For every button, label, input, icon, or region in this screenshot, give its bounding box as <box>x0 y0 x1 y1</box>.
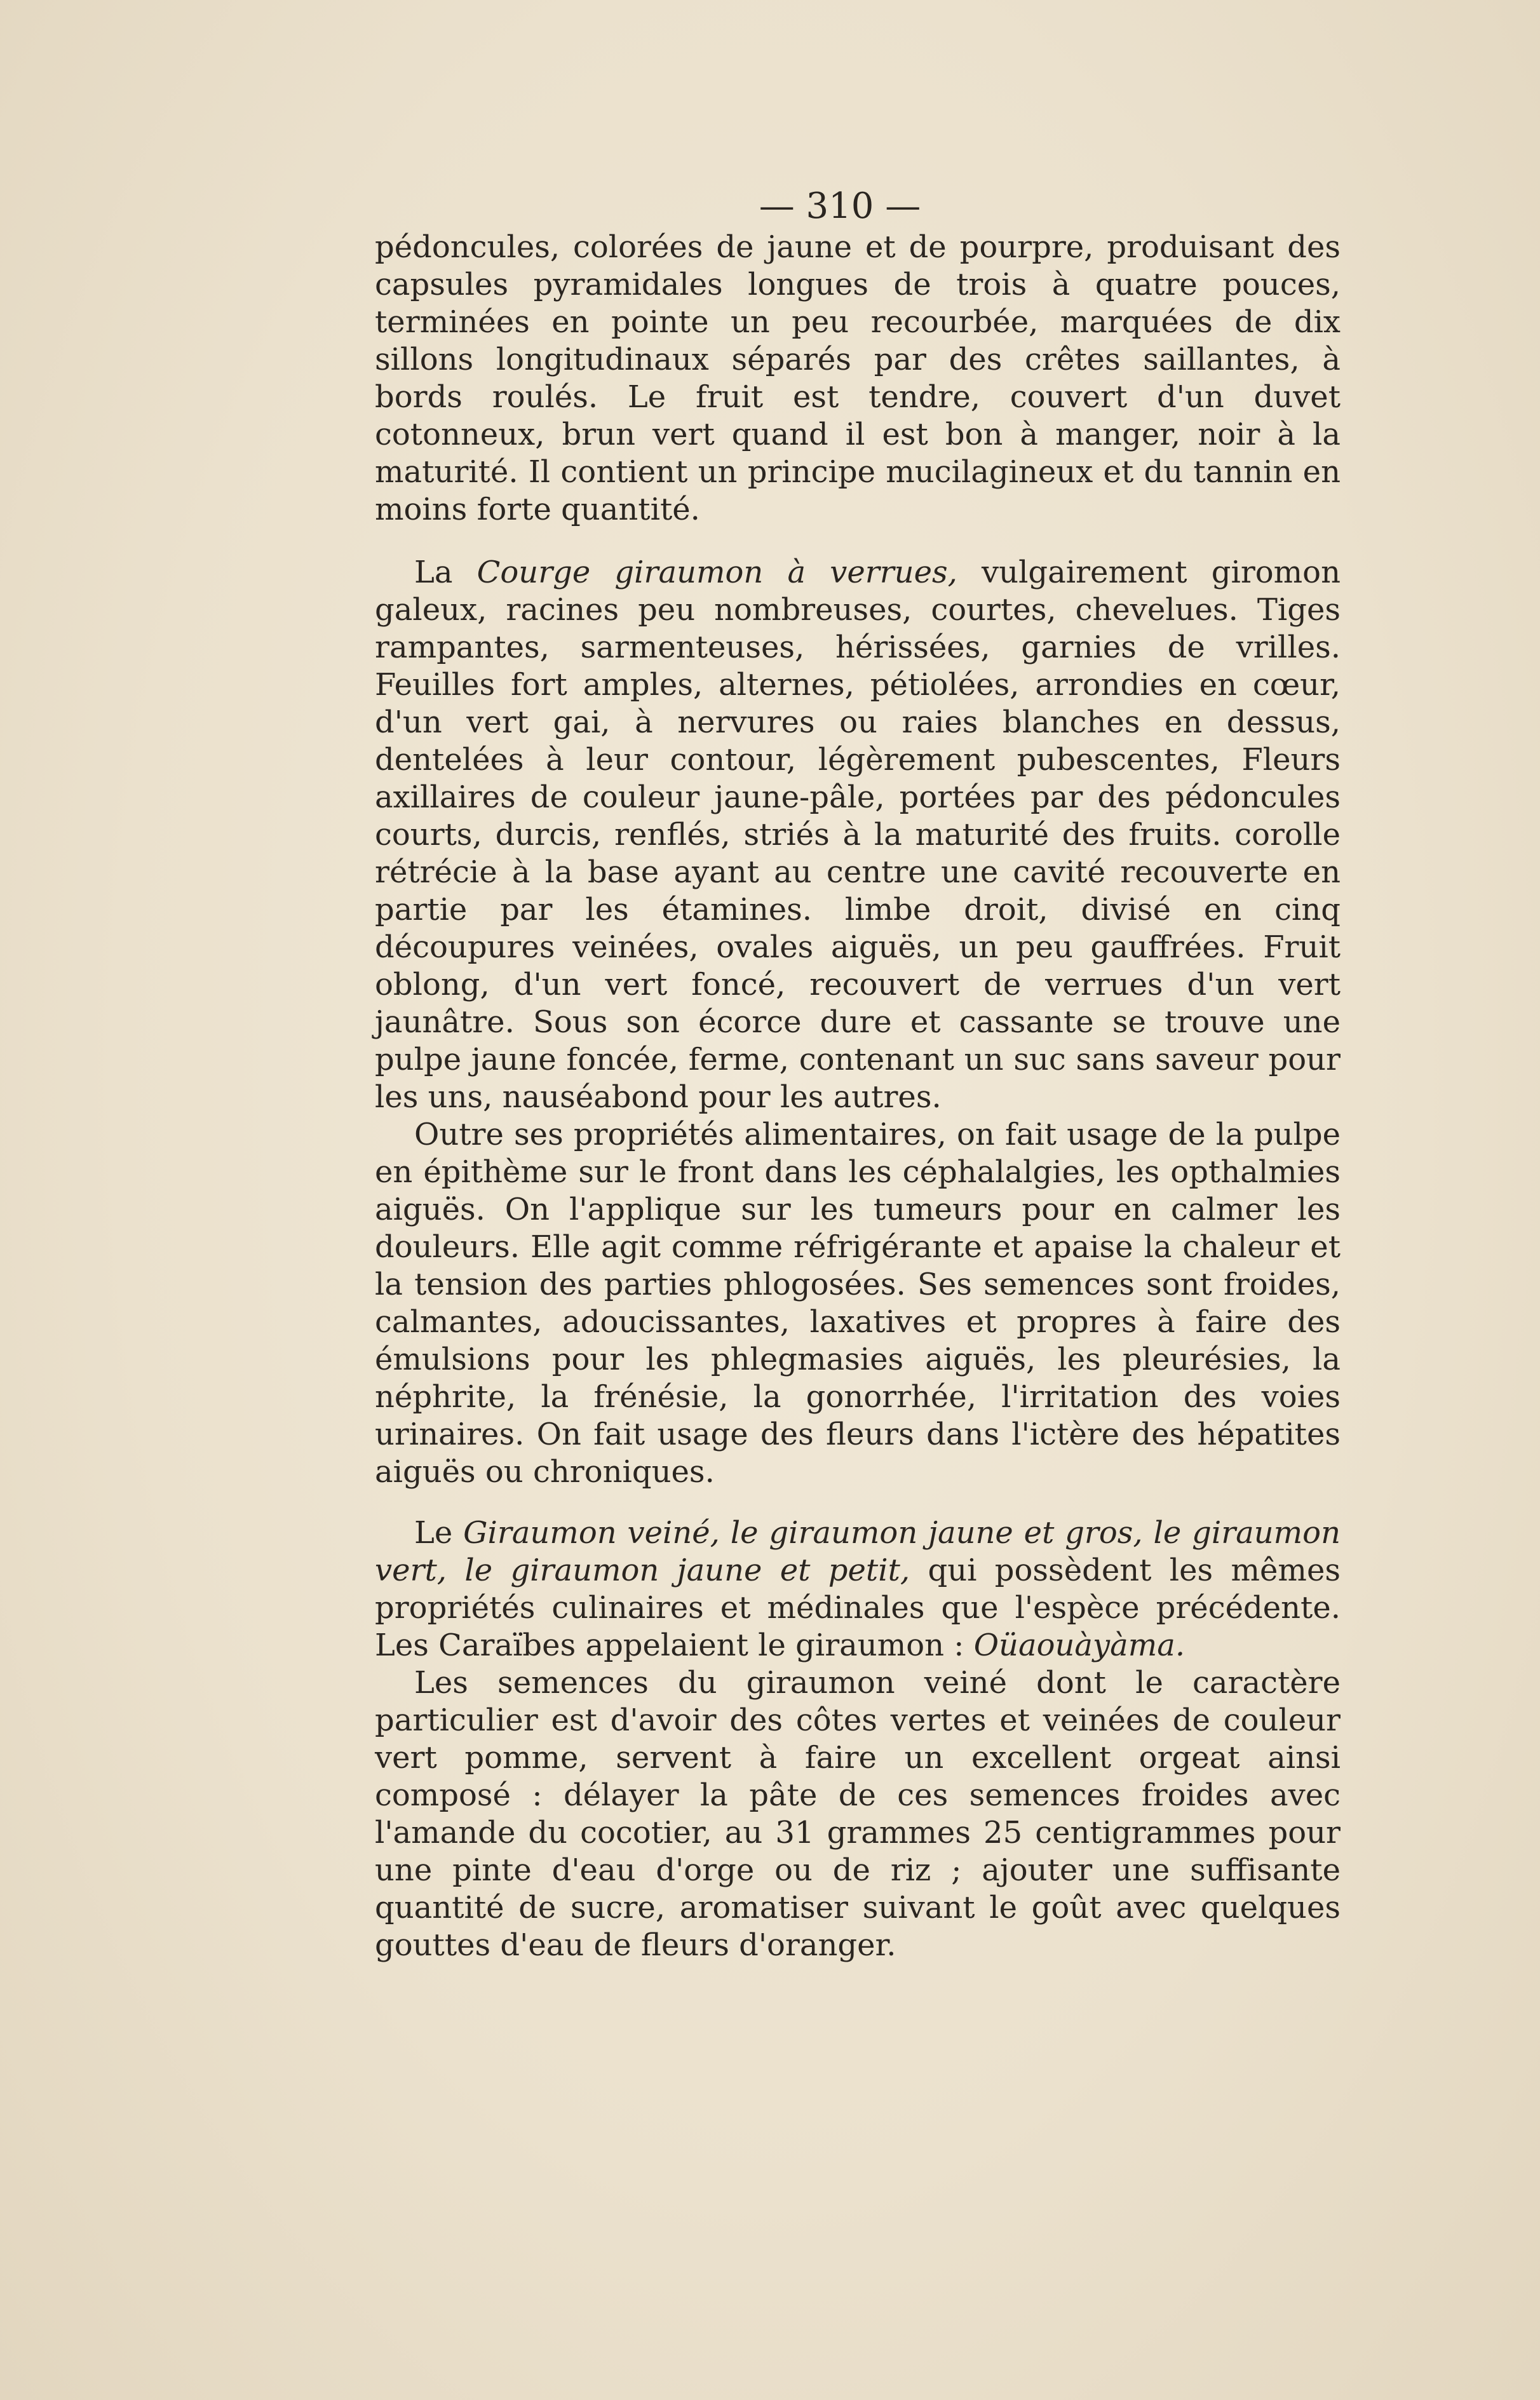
paragraph-lead: Le <box>414 1515 464 1551</box>
text-block-continuation <box>375 229 1341 529</box>
text-block-courge-giraumon <box>375 554 1341 1491</box>
paragraph-properties: Outre ses propriétés alimentaires, on fait usage de la pulpe en épithème sur le front dans les céphalalgies, les opthalmies aiguës. On l'applique sur les tumeurs pour en calmer les douleurs. Elle agit comme réfrigérante et apaise la chaleur et la tension des parties phlogosées. Ses semences sont froides, calmantes, adoucissantes, laxatives et propres à faire des émulsions pour les phlegmasies aiguës, les pleurésies, la néphrite, la frénésie, la gonorrhée, l'irritation des voies urinaires. On fait usage des fleurs dans l'ictère des hépatites aiguës ou chroniques. <box>375 1117 1341 1490</box>
paragraph-body: qui possèdent les mêmes propriétés culinaires et médinales que l'espèce précédente. Les Caraïbes appelaient le giraumon : <box>375 1553 1341 1663</box>
page-number: — 310 — <box>759 185 921 227</box>
paragraph-orgeat-recipe: Les semences du giraumon veiné dont le caractère particulier est d'avoir des côtes vertes et veinées de couleur vert pomme, servent à faire un excellent orgeat ainsi composé : délayer la pâte de ces semences froides avec l'amande du cocotier, au 31 grammes 25 centigrammes pour une pinte d'eau d'orge ou de riz ; ajouter une suffisante quantité de sucre, aromatiser suivant le goût avec quelques gouttes d'eau de fleurs d'oranger. <box>375 1665 1341 1963</box>
paragraph-lead: La <box>414 555 477 590</box>
paragraph-giraumon-varieties <box>375 1514 1341 1664</box>
paragraph-body: vulgairement giromon galeux, racines peu nombreuses, courtes, chevelues. Tiges rampantes, sarmenteuses, hérissées, garnies de vrilles. Feuilles fort amples, alternes, pétiolées, arrondies en cœur, d'un vert gai, à nervures ou raies blanches en dessus, dentelées à leur contour, légèrement pubescentes, Fleurs axillaires de couleur jaune-pâle, portées par des pédoncules courts, durcis, renflés, striés à la maturité des fruits. corolle rétrécie à la base ayant au centre une cavité recouverte en partie par les étamines. limbe droit, divisé en cinq découpures veinées, ovales aiguës, un peu gauffrées. Fruit oblong, d'un vert foncé, recouvert de verrues d'un vert jaunâtre. Sous son écorce dure et cassante se trouve une pulpe jaune foncée, ferme, contenant un suc sans saveur pour les uns, nauséabond pour les autres. <box>375 555 1341 1115</box>
species-name-italic: Courge giraumon à verrues, <box>476 555 957 590</box>
varieties-italic: Giraumon veiné, le giraumon jaune et gros, le giraumon vert, le giraumon jaune et petit, <box>375 1515 1341 1588</box>
carib-name-italic: Oüaouàyàma. <box>973 1628 1185 1663</box>
text-block-giraumon-veine <box>375 1514 1341 1964</box>
paragraph-courge-description <box>375 554 1341 1116</box>
paragraph-continuation: pédoncules, colorées de jaune et de pourpre, produisant des capsules pyramidales longues de trois à quatre pouces, terminées en pointe un peu recourbée, marquées de dix sillons longitudinaux séparés par des crêtes saillantes, à bords roulés. Le fruit est tendre, couvert d'un duvet cotonneux, brun vert quand il est bon à manger, noir à la maturité. Il contient un principe mucilagineux et du tannin en moins forte quantité. <box>375 229 1341 527</box>
